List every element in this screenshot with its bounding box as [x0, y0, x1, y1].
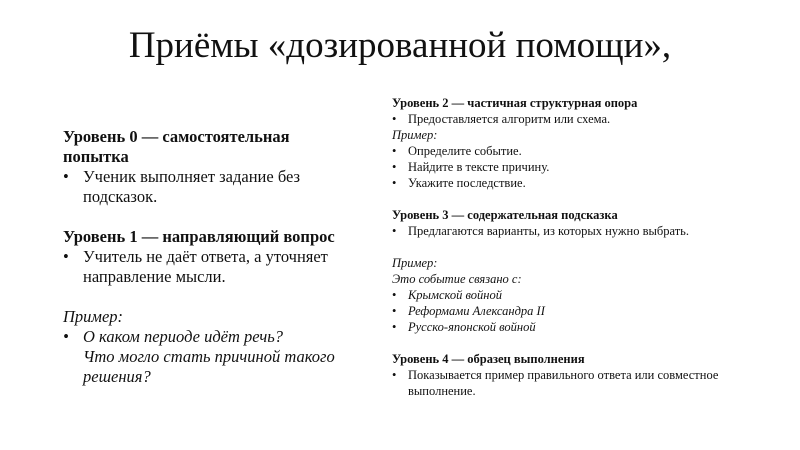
level-3-heading: Уровень 3 — содержательная подсказка: [392, 208, 618, 222]
left-column: [63, 127, 353, 387]
level-2-example-list: [392, 143, 782, 191]
list-item: • Крымской войной: [392, 287, 782, 303]
list-item: • Ученик выполняет задание без подсказок.: [63, 167, 353, 207]
list-item: • Найдите в тексте причину.: [392, 159, 782, 175]
slide-title: Приёмы «дозированной помощи»,: [128, 25, 672, 66]
level-2-list: [392, 111, 782, 127]
list-item: • Русско-японской войной: [392, 319, 782, 335]
level-3-example-list: [392, 287, 782, 335]
list-item: • Предлагаются варианты, из которых нужно выбрать.: [392, 223, 782, 239]
level-0-heading: Уровень 0 — самостоятельная попытка: [63, 127, 290, 166]
level-0-list: [63, 167, 353, 207]
example-question-1: • О каком периоде идёт речь?: [83, 327, 284, 346]
list-item: • Укажите последствие.: [392, 175, 782, 191]
list-item: • Реформами Александра II: [392, 303, 782, 319]
list-item: [63, 327, 353, 387]
list-item: • Определите событие.: [392, 143, 782, 159]
level-2-heading: Уровень 2 — частичная структурная опора: [392, 96, 638, 110]
example-list: [63, 327, 353, 387]
level-4-list: [392, 367, 782, 399]
example-label: Пример:: [392, 128, 438, 142]
list-item: • Показывается пример правильного ответа или совместное выполнение.: [392, 367, 782, 399]
level-1-list: [63, 247, 353, 287]
example-label: Пример:: [392, 256, 438, 270]
right-column: [392, 95, 782, 399]
level-4-heading: Уровень 4 — образец выполнения: [392, 352, 585, 366]
example-question-2: Что могло стать причиной такого решения?: [83, 347, 335, 386]
level-3-list: [392, 223, 782, 239]
example-label: Пример:: [63, 307, 124, 326]
list-item: • Предоставляется алгоритм или схема.: [392, 111, 782, 127]
list-item: • Учитель не даёт ответа, а уточняет направление мысли.: [63, 247, 353, 287]
level-1-heading: Уровень 1 — направляющий вопрос: [63, 227, 335, 246]
example-intro: Это событие связано с:: [392, 272, 522, 286]
